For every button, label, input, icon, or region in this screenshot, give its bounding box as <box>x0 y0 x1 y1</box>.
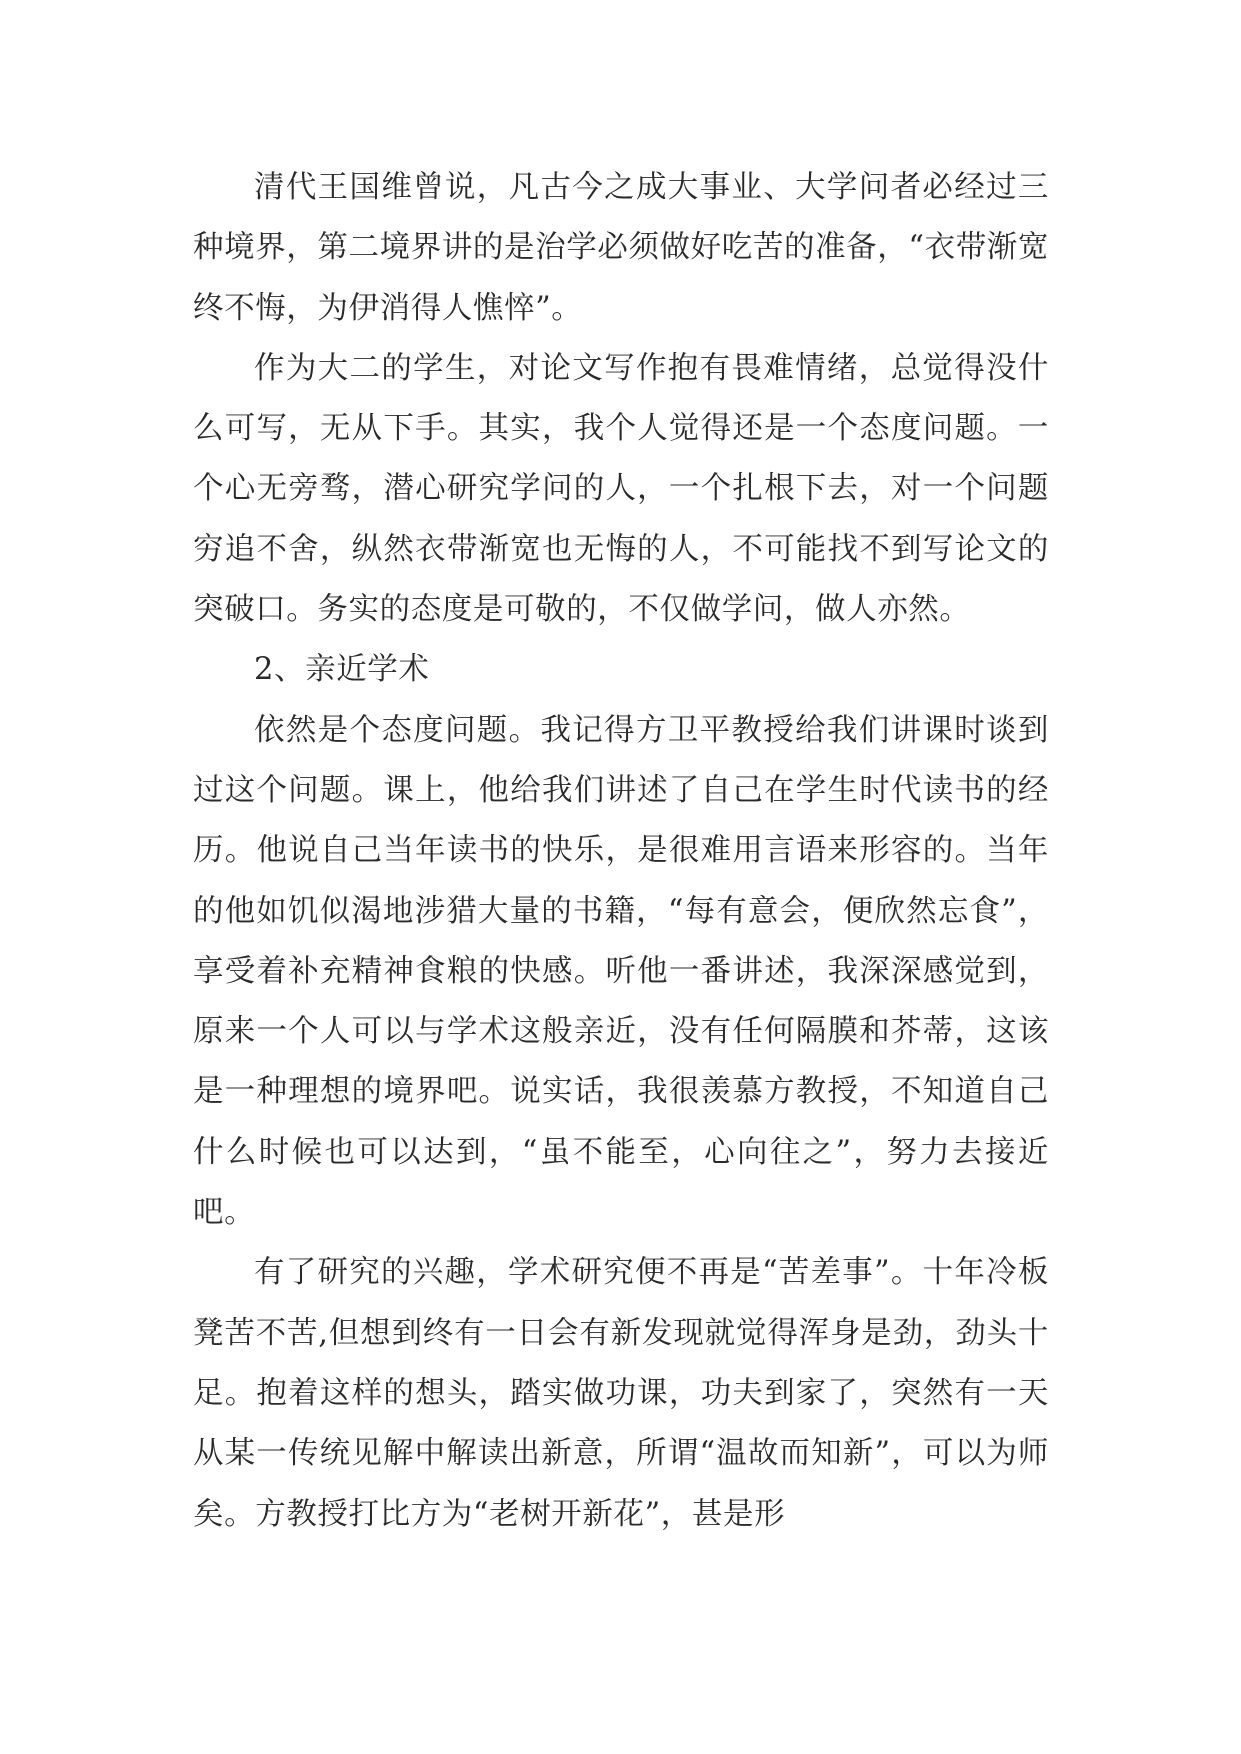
document-body <box>193 158 1049 1545</box>
section-heading: 2、亲近学术 <box>254 652 430 688</box>
paragraph-wang-guowei: 清代王国维曾说，凡古今之成大事业、大学问者必经过三种境界，第二境界讲的是治学必须做好吃苦的准备，“衣带渐宽终不悔，为伊消得人憔悴”。 <box>193 170 1049 326</box>
paragraph-research-interest: 有了研究的兴趣，学术研究便不再是“苦差事”。十年冷板凳苦不苦,但想到终有一日会有新发现就觉得浑身是劲，劲头十足。抱着这样的想头，踏实做功课，功夫到家了，突然有一天从某一传统见解中解读出新意，所谓“温故而知新”，可以为师矣。方教授打比方为“老树开新花”，甚是形 <box>193 1255 1049 1532</box>
paragraph-attitude: 作为大二的学生，对论文写作抱有畏难情绪，总觉得没什么可写，无从下手。其实，我个人觉得还是一个态度问题。一个心无旁骛，潜心研究学问的人，一个扎根下去，对一个问题穷追不舍，纵然衣带渐宽也无悔的人，不可能找不到写论文的突破口。务实的态度是可敬的，不仅做学问，做人亦然。 <box>193 350 1049 628</box>
paragraph-professor-fang: 依然是个态度问题。我记得方卫平教授给我们讲课时谈到过这个问题。课上，他给我们讲述了自己在学生时代读书的经历。他说自己当年读书的快乐，是很难用言语来形容的。当年的他如饥似渴地涉猎大量的书籍，“每有意会，便欣然忘食”，享受着补充精神食粮的快感。听他一番讲述，我深深感觉到，原来一个人可以与学术这般亲近，没有任何隔膜和芥蒂，这该是一种理想的境界吧。说实话，我很羡慕方教授，不知道自己什么时候也可以达到，“虽不能至，心向往之”，努力去接近吧。 <box>193 712 1049 1231</box>
